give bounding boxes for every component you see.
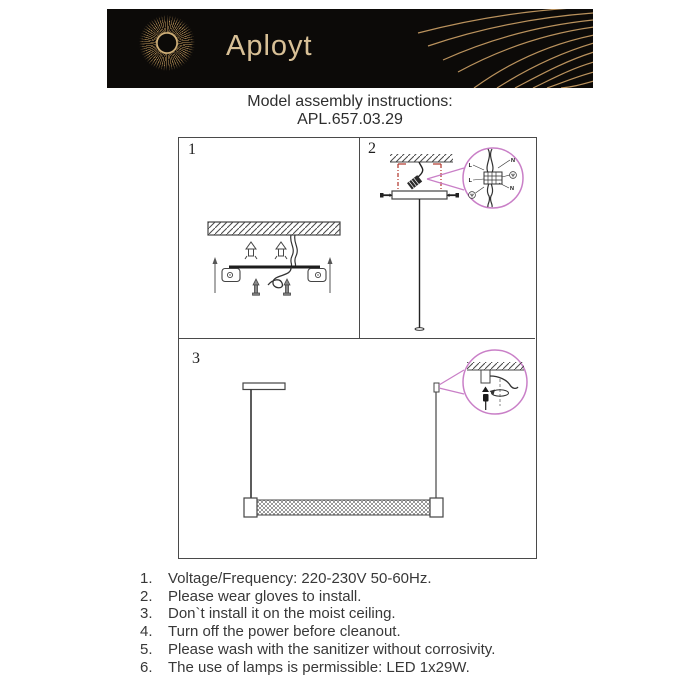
step2-number: 2	[368, 140, 376, 157]
list-item-text: Please wash with the sanitizer without corrosivity.	[168, 640, 496, 658]
supply-wires	[291, 235, 298, 267]
ceiling-hatch	[390, 154, 453, 162]
step3-diagram	[179, 339, 535, 557]
wire-connector	[407, 175, 422, 189]
canopy-outline-red	[398, 164, 441, 191]
list-item	[140, 641, 495, 659]
list-item-text: Please wear gloves to install.	[168, 587, 362, 605]
suspension-cable	[415, 199, 424, 330]
brand-name: Aployt	[226, 30, 313, 62]
canopy-plate	[243, 383, 285, 390]
step1-diagram	[179, 138, 358, 337]
list-item-text: Voltage/Frequency: 220-230V 50-60Hz.	[168, 570, 432, 587]
list-item	[140, 570, 495, 588]
list-item	[140, 588, 495, 606]
list-item-number: 3.	[140, 605, 153, 623]
label-line-top: L	[468, 163, 472, 169]
label-line-mid: L	[468, 178, 472, 184]
ceiling-hatch	[208, 222, 340, 235]
list-item-text: Don`t install it on the moist ceiling.	[168, 605, 396, 623]
page-title: Model assembly instructions:	[247, 93, 453, 110]
brand-banner	[107, 9, 593, 88]
starburst-logo-icon	[136, 12, 198, 74]
list-item-number: 5.	[140, 640, 153, 658]
list-item	[140, 623, 495, 641]
step3-panel	[179, 339, 535, 557]
step1-number: 1	[188, 141, 196, 158]
rays-decoration-icon	[388, 9, 593, 88]
model-number: APL.657.03.29	[297, 111, 403, 128]
detail-leader-lines	[439, 370, 464, 394]
list-item-number: 4.	[140, 623, 153, 641]
list-item-text: Turn off the power before cleanout.	[168, 623, 401, 641]
list-item-number: 1.	[140, 570, 153, 587]
cable-detail-circle	[463, 350, 527, 414]
list-item	[140, 605, 495, 623]
list-item-number: 6.	[140, 658, 153, 676]
step2-panel	[360, 138, 535, 339]
label-neutral-top: N	[511, 158, 515, 164]
wall-anchor-icon	[245, 242, 287, 259]
step3-number: 3	[192, 350, 200, 367]
cable-fitting	[434, 383, 439, 392]
canopy-plate	[392, 191, 447, 199]
wiring-detail-circle	[463, 148, 523, 208]
step2-diagram	[360, 138, 535, 337]
pendant-fixture	[244, 498, 443, 517]
instruction-list	[140, 570, 495, 676]
step1-panel	[179, 138, 360, 339]
list-item-number: 2.	[140, 587, 153, 605]
list-item-text: The use of lamps is permissible: LED 1x29W.	[168, 658, 470, 676]
assembly-diagram	[178, 137, 537, 559]
detail-leader-lines	[427, 168, 464, 190]
label-neutral-bottom: N	[510, 186, 514, 192]
list-item	[140, 659, 495, 677]
